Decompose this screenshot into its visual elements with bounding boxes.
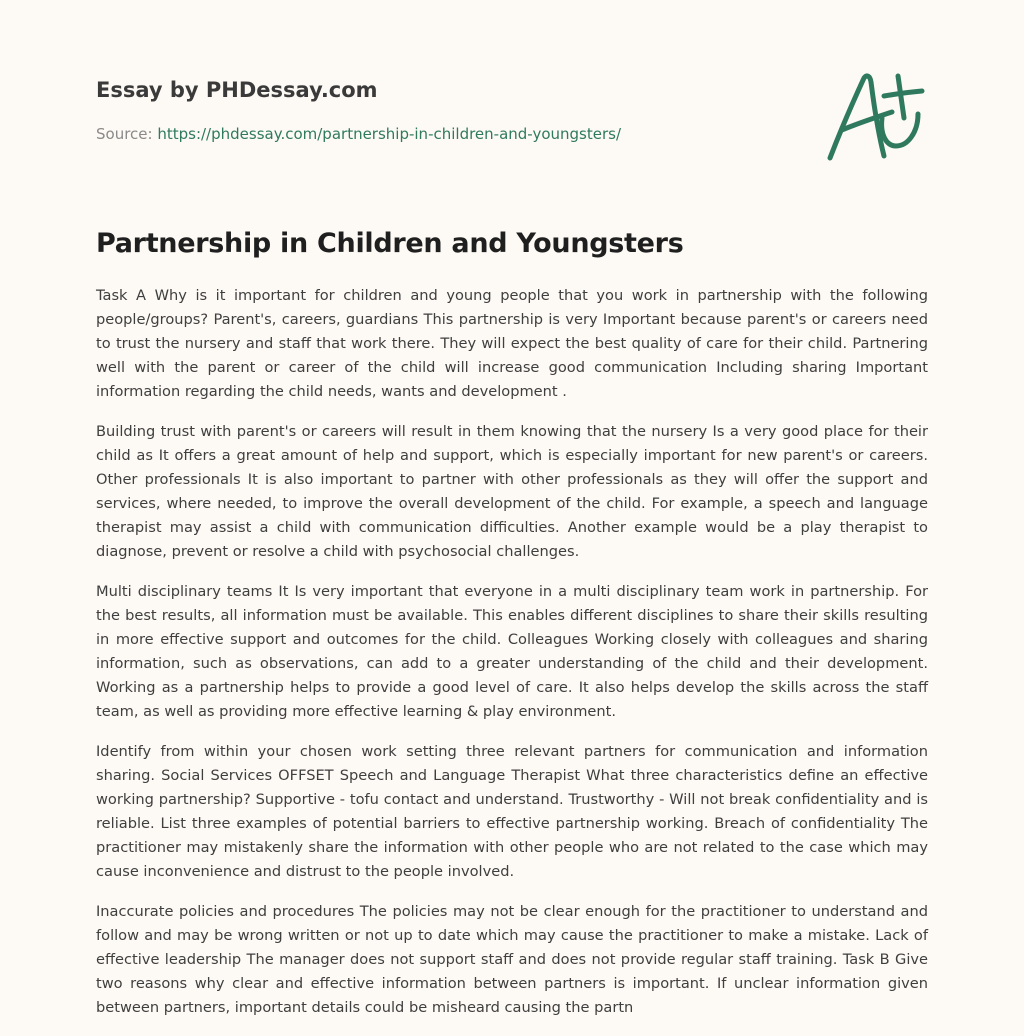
essay-paragraph: Task A Why is it important for children and young people that you work in partnership with the following people/groups? Parent's, careers, guardians This partnership is very Important because parent's or careers need to trust the nursery and staff that work there. They will expect the best quality of care for their child. Partnering well with the parent or career of the child will increase good communication Including sharing Important information regarding the child needs, wants and development .	[96, 287, 928, 400]
essay-paragraph: Building trust with parent's or careers will result in them knowing that the nursery Is a very good place for their child as It offers a great amount of help and support, which is especially important for new parent's or careers. Other professionals It is also important to partner with other professionals as they will offer the support and services, where needed, to improve the overall development of the child. For example, a speech and language therapist may assist a child with communication difficulties. Another example would be a play therapist to diagnose, prevent or resolve a child with psychosocial challenges.	[96, 423, 928, 560]
page-header	[96, 76, 796, 144]
essay-body	[96, 284, 928, 1036]
site-brand: Essay by PHDessay.com	[96, 78, 378, 102]
essay-paragraph: Multi disciplinary teams It Is very important that everyone in a multi disciplinary team work in partnership. For the best results, all information must be available. This enables different disciplines to share their skills resulting in more effective support and outcomes for the child. Colleagues Working closely with colleagues and sharing information, such as observations, can add to a greater understanding of the child and their development. Working as a partnership helps to provide a good level of care. It also helps develop the skills across the staff team, as well as providing more effective learning & play environment.	[96, 583, 928, 720]
essay-paragraph: Identify from within your chosen work setting three relevant partners for communication and information sharing. Social Services OFFSET Speech and Language Therapist What three characteristics define an effective working partnership? Supportive - tofu contact and understand. Trustworthy - Will not break confidentiality and is reliable. List three examples of potential barriers to effective partnership working. Breach of confidentiality The practitioner may mistakenly share the information with other people who are not related to the case which may cause inconvenience and distrust to the people involved.	[96, 743, 928, 880]
a-plus-grade-icon	[822, 66, 932, 166]
source-line	[96, 124, 796, 144]
essay-title: Partnership in Children and Youngsters	[96, 228, 684, 259]
source-link[interactable]: https://phdessay.com/partnership-in-children-and-youngsters/	[157, 125, 621, 143]
essay-paragraph: Inaccurate policies and procedures The policies may not be clear enough for the practitioner to understand and follow and may be wrong written or not up to date which may cause the practitioner to make a mistake. Lack of effective leadership The manager does not support staff and does not provide regular staff training. Task B Give two reasons why clear and effective information between partners is important. If unclear information given between partners, important details could be misheard causing the partn	[96, 903, 928, 1016]
source-label: Source:	[96, 125, 158, 143]
